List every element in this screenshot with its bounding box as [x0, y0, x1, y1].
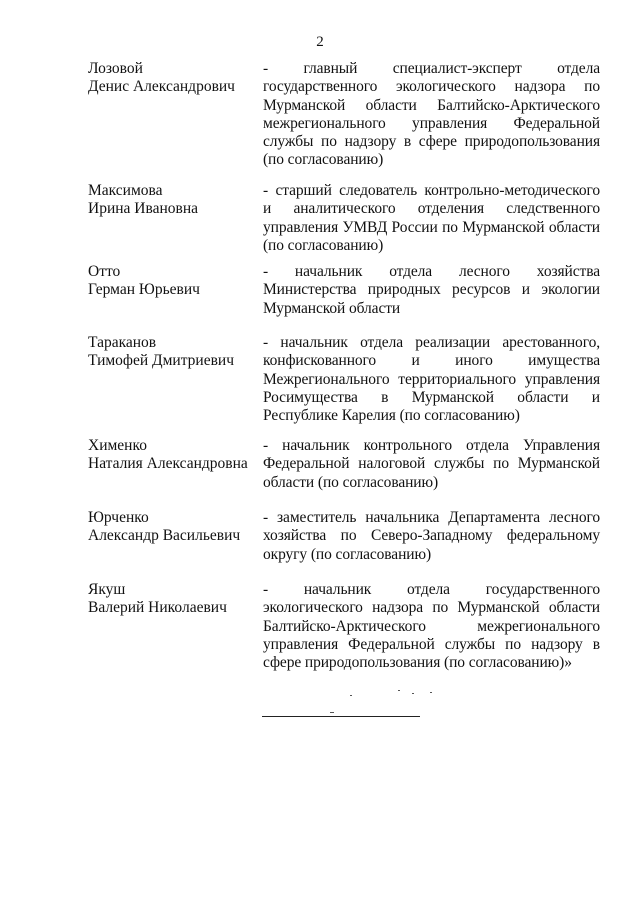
scan-speck	[398, 690, 400, 691]
scan-speck	[412, 693, 414, 694]
commission-member-list	[88, 60, 600, 689]
member-surname: Якуш	[88, 581, 126, 598]
member-entry	[88, 437, 600, 493]
member-given-names: Наталия Александровна	[88, 455, 248, 472]
member-entry	[88, 581, 600, 673]
member-position: - заместитель начальника Департамента лесного хозяйства по Северо-Западному федеральному округу (по согласованию)	[263, 509, 600, 563]
page-number: 2	[316, 34, 324, 50]
member-position: - начальник контрольного отдела Управления Федеральной налоговой службы по Мурманской области (по согласованию)	[263, 437, 600, 491]
member-given-names: Валерий Николаевич	[88, 599, 227, 616]
member-position: - главный специалист-эксперт отдела государственного экологического надзора по Мурманской области Балтийско-Арктического межрегионального управления Федеральной службы по надзору в сфере природопользования (по согласованию)	[263, 60, 600, 169]
member-entry	[88, 263, 600, 318]
member-name	[88, 334, 263, 421]
member-given-names: Герман Юрьевич	[88, 281, 200, 298]
member-position: - начальник отдела лесного хозяйства Министерства природных ресурсов и экологии Мурманской области	[263, 263, 600, 317]
member-position: - начальник отдела реализации арестованного, конфискованного и иного имущества Межрегионального территориального управления Росимущества в Мурманской области и Республике Карелия (по согласованию)	[263, 334, 600, 425]
member-name	[88, 437, 263, 493]
closing-rule	[262, 716, 420, 717]
member-given-names: Александр Васильевич	[88, 527, 241, 544]
member-entry	[88, 60, 600, 169]
member-surname: Тараканов	[88, 334, 157, 351]
member-entry	[88, 509, 600, 565]
member-surname: Хименко	[88, 437, 147, 454]
member-given-names: Тимофей Дмитриевич	[88, 352, 235, 369]
member-surname: Юрченко	[88, 509, 149, 526]
member-name	[88, 60, 263, 166]
member-name	[88, 182, 263, 247]
member-surname: Лозовой	[88, 60, 143, 77]
member-given-names: Денис Александрович	[88, 78, 235, 95]
member-surname: Отто	[88, 263, 121, 280]
member-name	[88, 581, 263, 673]
scan-speck	[330, 712, 334, 713]
member-surname: Максимова	[88, 182, 163, 199]
scan-speck	[350, 695, 352, 696]
member-name	[88, 263, 263, 318]
member-entry	[88, 334, 600, 425]
member-given-names: Ирина Ивановна	[88, 200, 199, 217]
member-position: - начальник отдела государственного экологического надзора по Мурманской области Балтийско-Арктического межрегионального управления Федеральной службы по надзору в сфере природопользования (по согласованию)»	[263, 581, 600, 672]
member-entry	[88, 182, 600, 254]
member-name	[88, 509, 263, 565]
scan-speck	[430, 692, 432, 693]
member-position: - старший следователь контрольно-методического и аналитического отделения следственного управления УМВД России по Мурманской области (по согласованию)	[263, 182, 600, 254]
